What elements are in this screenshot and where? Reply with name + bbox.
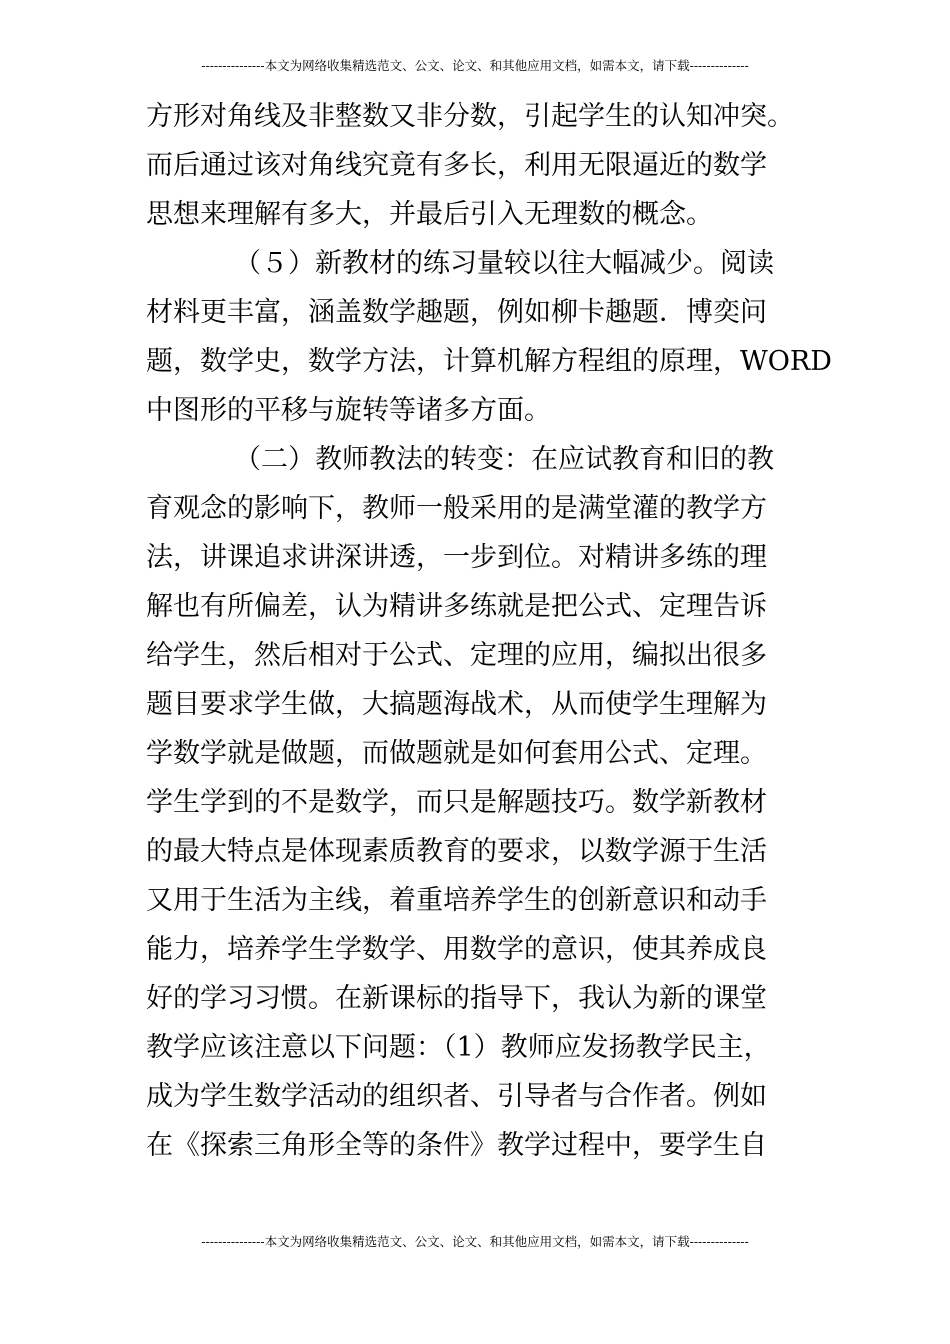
paragraph-start-line: （５）新教材的练习量较以往大幅减少。阅读 bbox=[234, 248, 774, 279]
paragraph-start-line: （二）教师教法的转变：在应试教育和旧的教 bbox=[234, 444, 774, 475]
text-line: 又用于生活为主线，着重培养学生的创新意识和动手 bbox=[146, 885, 767, 916]
text-line: 学生学到的不是数学，而只是解题技巧。数学新教材 bbox=[146, 787, 767, 818]
page-header: ---------------本文为网络收集精选范文、公文、论文、和其他应用文档，如需本文，请下载-------------- bbox=[201, 58, 749, 73]
text-line: 方形对角线及非整数又非分数，引起学生的认知冲突。 bbox=[146, 101, 794, 132]
text-line: 学数学就是做题，而做题就是如何套用公式、定理。 bbox=[146, 738, 767, 769]
text-line: 的最大特点是体现素质教育的要求，以数学源于生活 bbox=[146, 836, 767, 867]
page-footer: ---------------本文为网络收集精选范文、公文、论文、和其他应用文档，如需本文，请下载-------------- bbox=[201, 1234, 749, 1249]
text-line: 思想来理解有多大，并最后引入无理数的概念。 bbox=[146, 199, 713, 230]
text-line: 题目要求学生做，大搞题海战术，从而使学生理解为 bbox=[146, 689, 767, 720]
text-line: 能力，培养学生学数学、用数学的意识，使其养成良 bbox=[146, 934, 767, 965]
text-line: 题，数学史，数学方法，计算机解方程组的原理，WORD bbox=[146, 346, 832, 377]
text-line: 而后通过该对角线究竟有多长，利用无限逼近的数学 bbox=[146, 150, 767, 181]
text-line: 在《探索三角形全等的条件》教学过程中，要学生自 bbox=[146, 1130, 767, 1161]
text-line: 教学应该注意以下问题：（1）教师应发扬教学民主， bbox=[146, 1032, 771, 1063]
text-line: 成为学生数学活动的组织者、引导者与合作者。例如 bbox=[146, 1081, 767, 1112]
text-line: 中图形的平移与旋转等诸多方面。 bbox=[146, 395, 551, 426]
document-body bbox=[146, 92, 832, 1170]
text-line: 好的学习习惯。在新课标的指导下，我认为新的课堂 bbox=[146, 983, 767, 1014]
text-line: 解也有所偏差，认为精讲多练就是把公式、定理告诉 bbox=[146, 591, 767, 622]
text-line: 材料更丰富，涵盖数学趣题，例如柳卡趣题．博奕问 bbox=[146, 297, 767, 328]
text-line: 法，讲课追求讲深讲透，一步到位。对精讲多练的理 bbox=[146, 542, 767, 573]
text-line: 给学生，然后相对于公式、定理的应用，编拟出很多 bbox=[146, 640, 767, 671]
text-line: 育观念的影响下，教师一般采用的是满堂灌的教学方 bbox=[146, 493, 767, 524]
